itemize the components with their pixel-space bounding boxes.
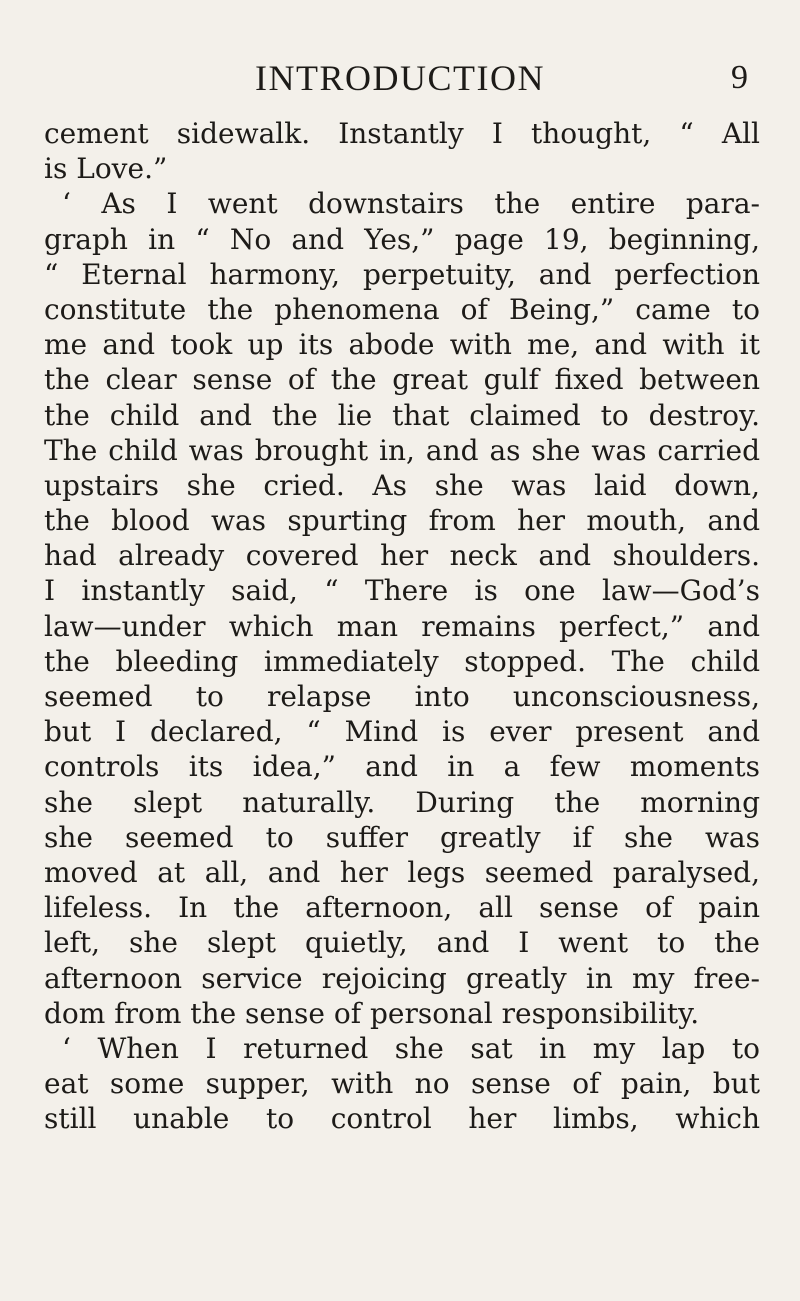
page-number: 9 [731, 59, 748, 96]
text-line: The child was brought in, and as she was carried [44, 433, 760, 467]
text-line: seemed to relapse into unconsciousness, [44, 680, 760, 713]
text-line: is Love.” [44, 152, 168, 186]
text-line: cement sidewalk. Instantly I thought, “ All [44, 117, 760, 150]
text-line: ‘ When I returned she sat in my lap to [62, 1031, 760, 1065]
text-line: but I declared, “ Mind is ever present and [44, 715, 760, 749]
text-line: controls its idea,” and in a few moments [44, 750, 760, 784]
text-line: ‘ As I went downstairs the entire para- [62, 187, 760, 221]
text-line: she seemed to suffer greatly if she was [44, 820, 760, 854]
body-text [44, 116, 760, 1136]
text-line: I instantly said, “ There is one law—God’s [44, 574, 760, 608]
text-line: “ Eternal harmony, perpetuity, and perfection [44, 257, 760, 291]
running-title: INTRODUCTION [255, 58, 545, 98]
text-line: the clear sense of the great gulf fixed between [44, 363, 760, 397]
text-line: moved at all, and her legs seemed paralysed, [44, 855, 760, 889]
text-line: left, she slept quietly, and I went to the [44, 926, 760, 960]
text-line: the bleeding immediately stopped. The child [44, 644, 760, 678]
text-line: the blood was spurting from her mouth, and [44, 504, 760, 538]
text-line: eat some supper, with no sense of pain, but [44, 1067, 760, 1101]
text-line: lifeless. In the afternoon, all sense of pain [44, 891, 760, 925]
text-line: the child and the lie that claimed to destroy. [44, 398, 760, 432]
running-head [0, 58, 800, 98]
text-line: constitute the phenomena of Being,” came to [44, 292, 760, 326]
text-line: afternoon service rejoicing greatly in my free- [44, 961, 760, 995]
text-line: still unable to control her limbs, which [44, 1102, 760, 1136]
text-line: she slept naturally. During the morning [44, 785, 760, 819]
text-line: graph in “ No and Yes,” page 19, beginning, [44, 222, 760, 256]
text-line: me and took up its abode with me, and with it [44, 328, 760, 362]
text-line: dom from the sense of personal responsibility. [44, 996, 700, 1030]
text-line: had already covered her neck and shoulders. [44, 539, 760, 573]
text-line: upstairs she cried. As she was laid down, [44, 468, 760, 502]
text-line: law—under which man remains perfect,” and [44, 609, 760, 643]
